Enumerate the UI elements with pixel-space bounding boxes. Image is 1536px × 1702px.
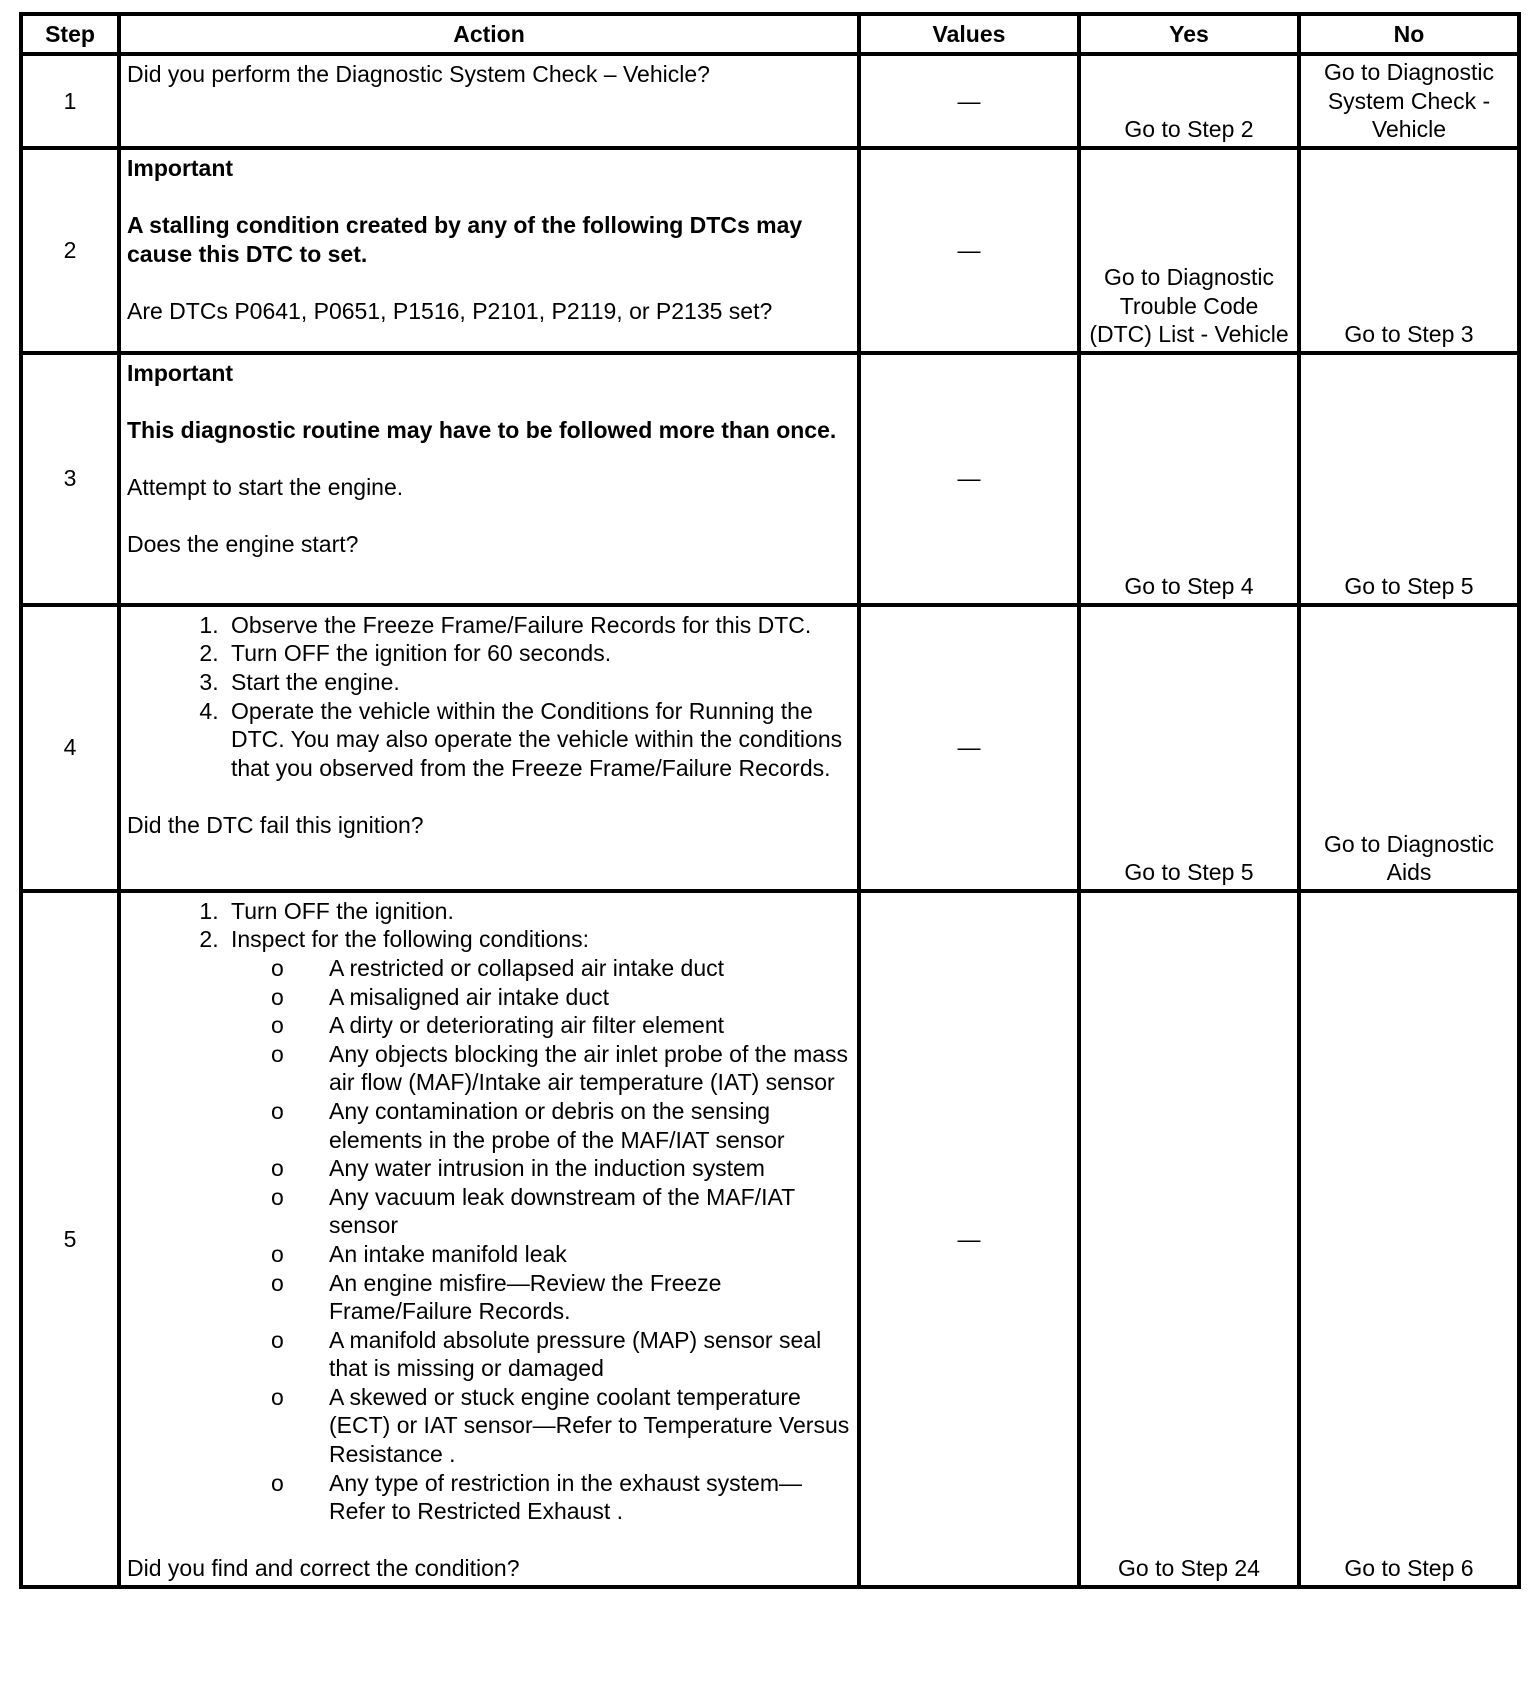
- action-question: Does the engine start?: [127, 531, 359, 558]
- yes-link[interactable]: Go to Diagnostic Trouble Code (DTC) List - Vehicle: [1079, 148, 1299, 353]
- yes-link[interactable]: Go to Step 4: [1079, 353, 1299, 605]
- condition-item: o Any vacuum leak downstream of the MAF/IAT sensor: [323, 1183, 851, 1240]
- procedure-list: [127, 611, 851, 783]
- condition-item: o A misaligned air intake duct: [323, 983, 851, 1012]
- condition-item: o An intake manifold leak: [323, 1240, 851, 1269]
- values-cell: —: [859, 54, 1079, 148]
- no-link[interactable]: Go to Step 5: [1299, 353, 1519, 605]
- action-question: Did you perform the Diagnostic System Check – Vehicle?: [127, 61, 710, 87]
- values-cell: —: [859, 605, 1079, 891]
- values-cell: —: [859, 891, 1079, 1587]
- header-yes: Yes: [1079, 14, 1299, 54]
- condition-item: o A manifold absolute pressure (MAP) sensor seal that is missing or damaged: [323, 1326, 851, 1383]
- yes-link[interactable]: Go to Step 5: [1079, 605, 1299, 891]
- important-label: Important: [127, 359, 234, 386]
- no-link[interactable]: Go to Step 6: [1299, 891, 1519, 1587]
- step-number: 2: [21, 148, 119, 353]
- table-row: [21, 54, 1519, 148]
- action-question: Did the DTC fail this ignition?: [127, 811, 424, 838]
- table-row: [21, 891, 1519, 1587]
- action-cell: [119, 54, 859, 148]
- no-link[interactable]: Go to Step 3: [1299, 148, 1519, 353]
- procedure-list: [127, 897, 851, 1526]
- list-item: 3. Start the engine.: [225, 668, 851, 697]
- condition-item: o Any type of restriction in the exhaust system—Refer to Restricted Exhaust .: [323, 1469, 851, 1526]
- no-link[interactable]: Go to Diagnostic System Check - Vehicle: [1299, 54, 1519, 148]
- step-number: 3: [21, 353, 119, 605]
- yes-link[interactable]: Go to Step 24: [1079, 891, 1299, 1587]
- list-item: 1. Turn OFF the ignition.: [225, 897, 851, 926]
- condition-item: o A skewed or stuck engine coolant temperature (ECT) or IAT sensor—Refer to Temperature Versus Resistance .: [323, 1383, 851, 1469]
- table-row: [21, 148, 1519, 353]
- no-link[interactable]: Go to Diagnostic Aids: [1299, 605, 1519, 891]
- action-cell: [119, 891, 859, 1587]
- header-no: No: [1299, 14, 1519, 54]
- action-instruction: Attempt to start the engine.: [127, 474, 404, 501]
- yes-link[interactable]: Go to Step 2: [1079, 54, 1299, 148]
- table-row: [21, 605, 1519, 891]
- diagnostic-table: [19, 12, 1521, 1589]
- action-cell: [119, 148, 859, 353]
- table-row: [21, 353, 1519, 605]
- values-cell: —: [859, 148, 1079, 353]
- condition-item: o Any contamination or debris on the sensing elements in the probe of the MAF/IAT sensor: [323, 1097, 851, 1154]
- header-row: [21, 14, 1519, 54]
- values-cell: —: [859, 353, 1079, 605]
- step-number: 5: [21, 891, 119, 1587]
- action-question: Are DTCs P0641, P0651, P1516, P2101, P2119, or P2135 set?: [127, 297, 773, 324]
- header-values: Values: [859, 14, 1079, 54]
- condition-item: o A restricted or collapsed air intake duct: [323, 954, 851, 983]
- action-cell: [119, 605, 859, 891]
- condition-item: o An engine misfire—Review the Freeze Frame/Failure Records.: [323, 1269, 851, 1326]
- header-step: Step: [21, 14, 119, 54]
- list-item: 4. Operate the vehicle within the Conditions for Running the DTC. You may also operate the vehicle within the conditions that you observed from the Freeze Frame/Failure Records.: [225, 697, 851, 783]
- step-number: 1: [21, 54, 119, 148]
- important-text: A stalling condition created by any of the following DTCs may cause this DTC to set.: [127, 211, 803, 267]
- condition-item: o Any water intrusion in the induction system: [323, 1154, 851, 1183]
- conditions-list: [231, 954, 851, 1526]
- list-item: 2. Turn OFF the ignition for 60 seconds.: [225, 639, 851, 668]
- action-question: Did you find and correct the condition?: [127, 1555, 520, 1582]
- list-item: [225, 925, 851, 1525]
- condition-item: o A dirty or deteriorating air filter element: [323, 1011, 851, 1040]
- important-label: Important: [127, 154, 234, 181]
- action-cell: [119, 353, 859, 605]
- condition-item: o Any objects blocking the air inlet probe of the mass air flow (MAF)/Intake air temperature (IAT) sensor: [323, 1040, 851, 1097]
- step-number: 4: [21, 605, 119, 891]
- list-item: 1. Observe the Freeze Frame/Failure Records for this DTC.: [225, 611, 851, 640]
- list-item-text: Inspect for the following conditions:: [231, 926, 589, 953]
- important-text: This diagnostic routine may have to be followed more than once.: [127, 416, 837, 443]
- header-action: Action: [119, 14, 859, 54]
